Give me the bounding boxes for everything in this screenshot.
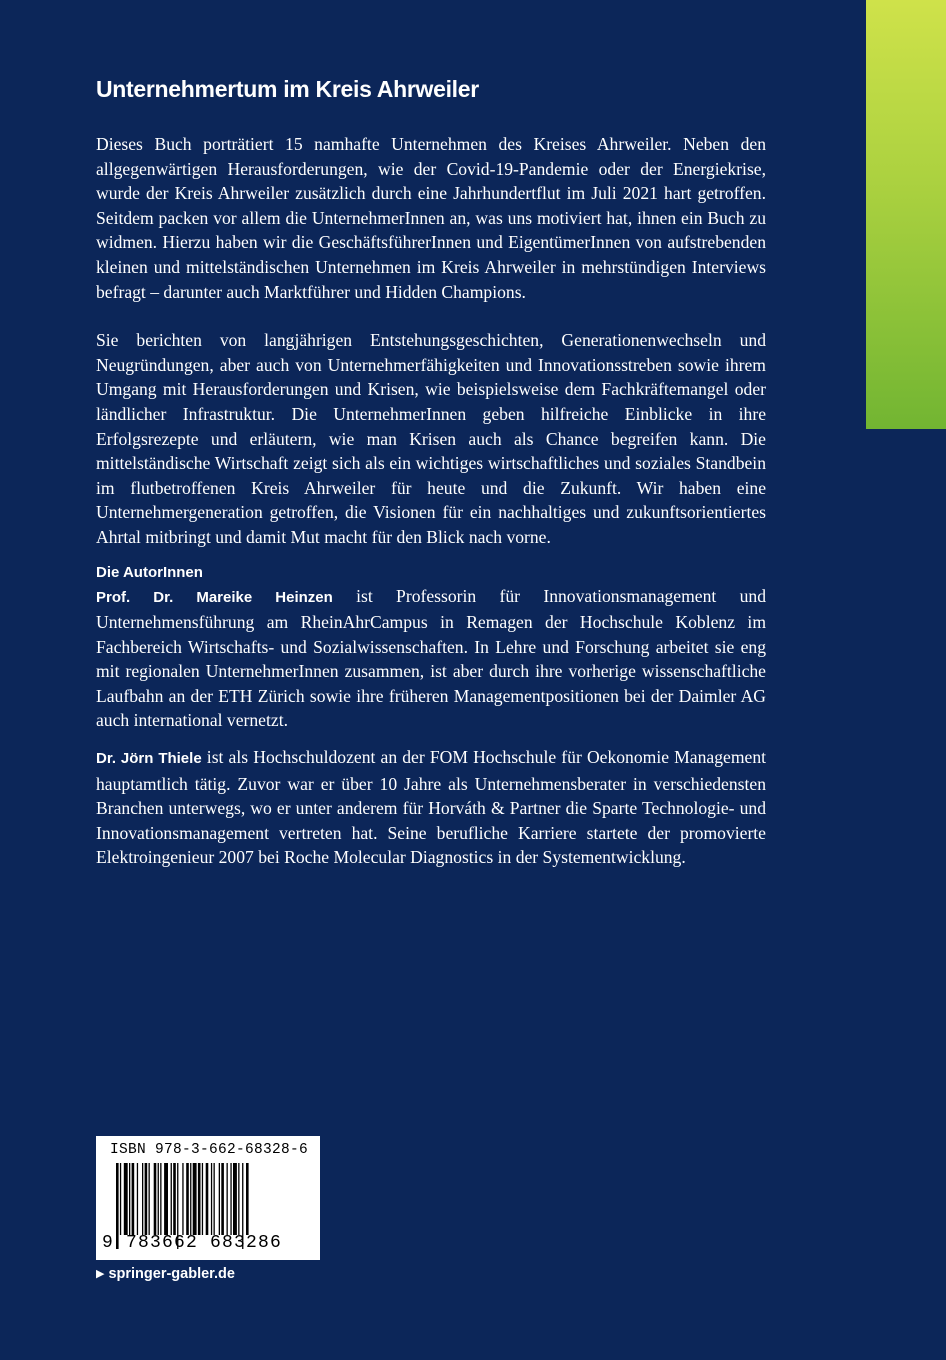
author-name: Prof. Dr. Mareike Heinzen [96, 588, 333, 606]
play-arrow-icon: ▶ [96, 1267, 105, 1280]
barcode-bar [171, 1163, 172, 1235]
barcode-bar [221, 1163, 224, 1235]
isbn-barcode [96, 1136, 320, 1260]
book-title: Unternehmertum im Kreis Ahrweiler [96, 76, 479, 102]
barcode-bar [190, 1163, 191, 1235]
barcode-bar [164, 1163, 168, 1235]
barcode-bar [120, 1163, 121, 1235]
barcode-bar [124, 1163, 128, 1235]
barcode-bar [142, 1163, 143, 1235]
barcode-bar [233, 1163, 237, 1235]
isbn-label: ISBN 978-3-662-68328-6 [110, 1142, 309, 1158]
barcode-bar [158, 1163, 159, 1235]
author-bio-thiele [96, 745, 766, 870]
author-bio-heinzen [96, 584, 766, 734]
authors-heading: Die AutorInnen [96, 563, 203, 581]
barcode-bar [219, 1163, 220, 1235]
barcode-bar [145, 1163, 148, 1235]
green-accent-bar [866, 0, 946, 429]
back-cover-text [96, 74, 766, 870]
barcode-bar [129, 1163, 130, 1235]
barcode-bar [230, 1163, 231, 1235]
author-name: Dr. Jörn Thiele [96, 750, 202, 768]
barcode-bar [137, 1163, 138, 1235]
barcode-bar [202, 1163, 203, 1235]
barcode-bar [132, 1163, 135, 1235]
barcode-bar [173, 1163, 176, 1235]
website-text: springer-gabler.de [108, 1266, 235, 1282]
publisher-website-link[interactable] [96, 1266, 235, 1282]
barcode-bar [182, 1163, 183, 1235]
description-paragraph-1: Dieses Buch porträtiert 15 namhafte Unternehmen des Kreises Ahrweiler. Neben den allgegenwärtigen Herausforderungen, wie der Covid-19-Pandemie oder der Energiekrise, wurde der Kreis Ahrweiler zusätzlich durch eine Jahrhundertflut im Juli 2021 hart getroffen. Seitdem packen vor allem die UnternehmerInnen an, was uns motiviert hat, ihnen ein Buch zu widmen. Hierzu haben wir die GeschäftsführerInnen und EigentümerInnen von aufstrebenden kleinen und mittelständischen Unternehmen im Kreis Ahrweiler in mehrstündigen Interviews befragt – darunter auch Marktführer und Hidden Champions. [96, 134, 766, 302]
author-bio-text: ist als Hochschuldozent an der FOM Hochschule für Oekonomie Management hauptamtlich tätig. Zuvor war er über 10 Jahre als Unternehmensberater in verschiedensten Branchen unterwegs, wo er unter anderem für Horváth & Partner die Sparte Technologie- und Innovationsmanagement vertreten hat. Seine berufliche Karriere startete der promovierte Elektroingenieur 2007 bei Roche Molecular Diagnostics in der Systementwicklung. [96, 747, 766, 868]
barcode-bar [186, 1163, 189, 1235]
ean-digits: 9 783662 683286 [102, 1233, 283, 1253]
barcode-bar [149, 1163, 150, 1235]
barcode-bar [227, 1163, 228, 1235]
barcode-bar [206, 1163, 209, 1235]
barcode-bar [193, 1163, 197, 1235]
barcode-bar [238, 1163, 239, 1235]
barcode-bar [211, 1163, 212, 1235]
barcode-bar [198, 1163, 201, 1235]
barcode-bar [154, 1163, 157, 1235]
description-paragraph-2: Sie berichten von langjährigen Entstehungsgeschichten, Generationenwechseln und Neugründungen, aber auch von Unternehmerfähigkeiten und Innovationsstreben sowie ihrem Umgang mit Herausforderungen und Krisen, wie beispielsweise dem Fachkräftemangel oder ländlicher Infrastruktur. Die UnternehmerInnen geben hilfreiche Einblicke in ihre Erfolgsrezepte und erläutern, wie man Krisen auch als Chance begreifen kann. Die mittelständische Wirtschaft zeigt sich als ein wichtiges wirtschaftliches und soziales Standbein im flutbetroffenen Kreis Ahrweiler für heute und die Zukunft. Wir haben eine Unternehmergeneration getroffen, die Visionen für ein nachhaltiges und zukunftsorientiertes Ahrtal mitbringt und damit Mut macht für den Blick nach vorne. [96, 330, 766, 547]
barcode-bar [160, 1163, 161, 1235]
author-bio-text: ist Professorin für Innovationsmanagement und Unternehmensführung am RheinAhrCampus in Remagen der Hochschule Koblenz im Fachbereich Wirtschafts- und Sozialwissenschaften. In Lehre und Forschung arbeitet sie eng mit regionalen UnternehmerInnen zusammen, ist aber durch ihre vorherige wissenschaftliche Laufbahn an der ETH Zürich sowie ihre früheren Managementpositionen bei der Daimler AG auch international vernetzt. [96, 585, 767, 731]
barcode-bar [246, 1163, 249, 1235]
barcode-bar [214, 1163, 215, 1235]
